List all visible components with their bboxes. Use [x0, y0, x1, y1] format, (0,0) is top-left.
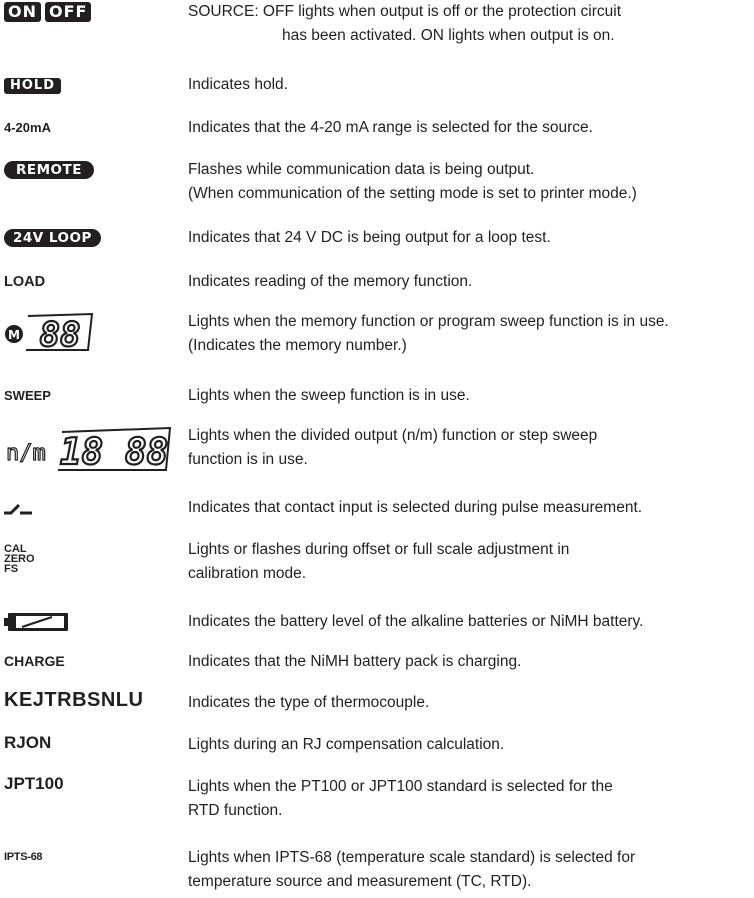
svg-text:88: 88 [39, 315, 81, 352]
charge-indicator: CHARGE [4, 653, 65, 669]
hold-indicator: HOLD [4, 78, 61, 94]
memory-display-icon [4, 312, 96, 352]
row-description: Lights during an RJ compensation calculation. [188, 736, 505, 753]
cal-zero-fs-indicator: CAL ZERO FS [4, 543, 35, 575]
svg-text:n/m: n/m [6, 441, 46, 466]
4-20ma-indicator: 4-20mA [4, 120, 51, 135]
load-indicator: LOAD [4, 274, 46, 290]
row-description: Indicates reading of the memory function. [188, 273, 473, 290]
row-description: Indicates hold. [188, 76, 288, 93]
svg-text:18 88: 18 88 [59, 432, 169, 472]
row-description: Lights when the PT100 or JPT100 standard is selected for the RTD function. [188, 778, 613, 819]
remote-indicator: REMOTE [4, 161, 94, 179]
thermocouple-type-indicator: KEJTRBSNLU [4, 689, 144, 711]
nm-display [4, 424, 174, 472]
jpt100-indicator: JPT100 [4, 774, 64, 793]
row-description: Indicates that 24 V DC is being output for a loop test. [188, 229, 551, 246]
row-description: Flashes while communication data is being output. (When communication of the setting mode is set to printer mode.) [188, 161, 637, 202]
rjon-indicator: RJON [4, 733, 52, 752]
off-indicator: OFF [45, 2, 91, 22]
row-description: Lights when the divided output (n/m) function or step sweep function is in use. [188, 427, 598, 468]
memory-number-display [4, 312, 96, 352]
on-indicator: ON [4, 2, 41, 22]
row-description: Lights when the memory function or program sweep function is in use. (Indicates the memory number.) [188, 313, 669, 354]
row-description: SOURCE: OFF lights when output is off or the protection circuit has been activated. ON lights when output is on. [188, 3, 622, 44]
row-description: Indicates the battery level of the alkaline batteries or NiMH battery. [188, 613, 644, 630]
svg-text:M: M [8, 328, 20, 342]
row-description: Lights when the sweep function is in use. [188, 387, 470, 404]
row-description: Lights when IPTS-68 (temperature scale standard) is selected for temperature source and measurement (TC, RTD). [188, 849, 636, 890]
sweep-indicator: SWEEP [4, 388, 51, 403]
on-off-indicator [4, 2, 95, 22]
contact-switch-icon [4, 502, 32, 520]
row-description: Indicates that the 4-20 mA range is selected for the source. [188, 119, 593, 136]
battery-icon [4, 613, 68, 636]
ipts-68-indicator: IPTS-68 [4, 851, 43, 863]
nm-display-icon [4, 424, 174, 472]
row-description: Indicates the type of thermocouple. [188, 694, 430, 711]
row-description: Lights or flashes during offset or full scale adjustment in calibration mode. [188, 541, 570, 582]
24v-loop-indicator: 24V LOOP [4, 229, 101, 247]
row-description: Indicates that contact input is selected during pulse measurement. [188, 499, 643, 516]
row-description: Indicates that the NiMH battery pack is charging. [188, 653, 522, 670]
